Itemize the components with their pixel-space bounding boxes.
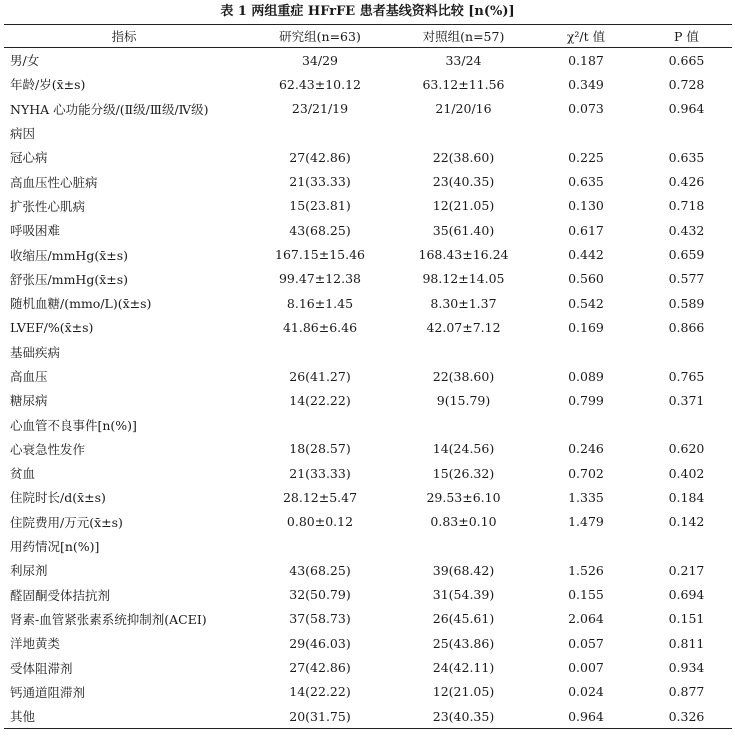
study-group-cell: 29(46.03) — [289, 635, 351, 651]
p-value-cell: 0.184 — [668, 489, 705, 505]
statistic-cell: 0.560 — [568, 271, 604, 287]
study-group-cell: 27(42.86) — [289, 149, 351, 165]
study-group-cell: 32(50.79) — [289, 587, 351, 603]
study-group-cell: 167.15±15.46 — [275, 247, 365, 263]
p-value-cell: 0.326 — [641, 704, 732, 729]
indicator-cell: 醛固酮受体拮抗剂 — [10, 587, 111, 603]
indicator-cell: 肾素-血管紧张素系统抑制剂(ACEI) — [10, 611, 207, 627]
p-value-cell: 0.665 — [668, 52, 705, 68]
p-value-cell: 0.694 — [668, 587, 705, 603]
p-value-cell — [641, 534, 732, 558]
control-group-cell: 31(54.39) — [432, 587, 495, 603]
indicator-cell: 冠心病 — [10, 150, 48, 166]
study-group-cell: 37(58.73) — [289, 611, 351, 627]
p-value-cell: 0.811 — [668, 635, 705, 651]
header-p-value: P 值 — [641, 25, 732, 48]
statistic-cell: 0.246 — [568, 441, 604, 457]
p-value-cell: 0.620 — [668, 441, 705, 457]
p-value-cell: 0.432 — [668, 222, 705, 238]
table-row — [4, 291, 732, 315]
table-row — [4, 485, 732, 509]
control-group-cell: 42.07±7.12 — [426, 319, 501, 335]
indicator-cell: NYHA 心功能分级/(Ⅱ级/Ⅲ级/Ⅳ级) — [10, 101, 209, 117]
study-group-cell: 18(28.57) — [289, 441, 351, 457]
statistic-cell: 0.089 — [568, 368, 604, 384]
header-test-statistic: χ²/t 值 — [531, 25, 641, 48]
table-row — [4, 121, 732, 145]
p-value-cell: 0.402 — [668, 465, 705, 481]
statistic-cell: 0.617 — [568, 222, 604, 238]
statistic-cell: 0.130 — [568, 198, 604, 214]
statistic-cell: 0.635 — [568, 174, 604, 190]
indicator-cell: 随机血糖/(mmo/L)(x̄±s) — [10, 296, 152, 312]
statistic-cell: 0.057 — [568, 635, 604, 651]
table-row — [4, 534, 732, 558]
p-value-cell: 0.659 — [668, 247, 705, 263]
control-group-cell: 98.12±14.05 — [422, 271, 505, 287]
indicator-cell: 年龄/岁(x̄±s) — [10, 77, 86, 93]
study-group-cell: 15(23.81) — [289, 198, 351, 214]
control-group-cell: 8.30±1.37 — [430, 295, 497, 311]
study-group-cell: 23/21/19 — [291, 101, 349, 117]
indicator-cell: 住院费用/万元(x̄±s) — [10, 514, 123, 530]
indicator-cell: 病因 — [10, 126, 36, 142]
control-group-cell: 25(43.86) — [432, 635, 495, 651]
statistic-cell: 0.442 — [568, 247, 604, 263]
statistic-cell — [531, 340, 641, 364]
statistic-cell: 0.349 — [568, 76, 604, 92]
p-value-cell: 0.577 — [668, 271, 705, 287]
indicator-cell: 高血压性心脏病 — [10, 174, 98, 190]
p-value-cell: 0.635 — [668, 149, 705, 165]
statistic-cell: 2.064 — [568, 611, 604, 627]
indicator-cell: 扩张性心肌病 — [10, 198, 86, 214]
table-row — [4, 510, 732, 534]
study-group-cell: 99.47±12.38 — [278, 271, 362, 287]
p-value-cell — [641, 412, 732, 436]
indicator-cell: 住院时长/d(x̄±s) — [10, 490, 106, 506]
statistic-cell: 0.024 — [568, 684, 604, 700]
indicator-cell: 高血压 — [10, 369, 48, 384]
study-group-cell — [244, 121, 396, 145]
study-group-cell: 20(31.75) — [244, 704, 396, 729]
study-group-cell: 21(33.33) — [289, 174, 351, 190]
baseline-table — [4, 24, 732, 729]
header-control-group: 对照组(n=57) — [396, 25, 531, 48]
statistic-cell: 0.542 — [568, 295, 604, 311]
p-value-cell: 0.934 — [668, 660, 705, 676]
control-group-cell: 22(38.60) — [432, 368, 495, 384]
indicator-cell: 钙通道阻滞剂 — [10, 684, 86, 700]
study-group-cell: 34/29 — [301, 52, 339, 68]
p-value-cell: 0.589 — [668, 295, 705, 311]
p-value-cell: 0.142 — [668, 514, 705, 530]
control-group-cell: 35(61.40) — [432, 222, 495, 238]
statistic-cell: 1.526 — [568, 562, 604, 578]
table-body — [4, 48, 732, 729]
indicator-cell: 心血管不良事件[n(%)] — [10, 417, 137, 433]
control-group-cell: 168.43±16.24 — [418, 247, 509, 263]
study-group-cell — [244, 340, 396, 364]
table-row — [4, 364, 732, 388]
control-group-cell: 29.53±6.10 — [426, 489, 501, 505]
control-group-cell: 39(68.42) — [432, 562, 495, 578]
statistic-cell: 1.335 — [568, 489, 604, 505]
study-group-cell: 14(22.22) — [289, 392, 351, 408]
control-group-cell: 63.12±11.56 — [422, 76, 505, 92]
indicator-cell: 糖尿病 — [10, 393, 48, 409]
p-value-cell: 0.964 — [668, 101, 705, 117]
statistic-cell — [531, 412, 641, 436]
indicator-cell: LVEF/%(x̄±s) — [10, 319, 94, 335]
table-row — [4, 48, 732, 73]
study-group-cell: 8.16±1.45 — [286, 295, 354, 311]
table-row — [4, 242, 732, 266]
table-row — [4, 388, 732, 412]
indicator-cell: 基础疾病 — [10, 344, 61, 360]
study-group-cell: 62.43±10.12 — [278, 76, 362, 92]
table-row — [4, 558, 732, 582]
table-row — [4, 412, 732, 436]
table-row — [4, 704, 732, 729]
statistic-cell: 0.169 — [568, 319, 604, 335]
study-group-cell: 26(41.27) — [289, 368, 351, 384]
table-row — [4, 655, 732, 679]
statistic-cell: 0.702 — [568, 465, 604, 481]
table-row — [4, 72, 732, 96]
control-group-cell: 12(21.05) — [432, 198, 495, 214]
statistic-cell: 0.155 — [568, 587, 604, 603]
indicator-cell: 用药情况[n(%)] — [10, 539, 100, 555]
statistic-cell: 0.225 — [568, 149, 604, 165]
control-group-cell: 33/24 — [445, 52, 482, 68]
control-group-cell: 24(42.11) — [432, 660, 495, 676]
study-group-cell: 27(42.86) — [289, 660, 351, 676]
table-row — [4, 267, 732, 291]
table-row — [4, 218, 732, 242]
control-group-cell: 22(38.60) — [432, 149, 495, 165]
indicator-cell: 贫血 — [10, 466, 36, 482]
p-value-cell — [641, 121, 732, 145]
table-row — [4, 340, 732, 364]
control-group-cell: 23(40.35) — [396, 704, 531, 729]
indicator-cell: 利尿剂 — [10, 563, 48, 579]
control-group-cell — [396, 121, 531, 145]
control-group-cell — [396, 534, 531, 558]
table-row — [4, 97, 732, 121]
table-row — [4, 169, 732, 193]
statistic-cell: 1.479 — [568, 514, 604, 530]
p-value-cell: 0.765 — [668, 368, 705, 384]
table-row — [4, 461, 732, 485]
study-group-cell: 21(33.33) — [289, 465, 351, 481]
study-group-cell — [244, 412, 396, 436]
indicator-cell: 舒张压/mmHg(x̄±s) — [10, 271, 129, 287]
control-group-cell: 26(45.61) — [432, 611, 495, 627]
table-caption: 表 1 两组重症 HFrFE 患者基线资料比较 [n(%)] — [220, 4, 515, 19]
p-value-cell: 0.217 — [668, 562, 705, 578]
p-value-cell: 0.877 — [668, 684, 705, 700]
indicator-cell: 受体阻滞剂 — [10, 660, 73, 676]
table-row — [4, 145, 732, 169]
statistic-cell: 0.073 — [568, 101, 604, 117]
control-group-cell — [396, 412, 531, 436]
p-value-cell: 0.151 — [668, 611, 705, 627]
statistic-cell: 0.007 — [568, 660, 604, 676]
study-group-cell: 0.80±0.12 — [286, 514, 354, 530]
control-group-cell — [396, 340, 531, 364]
table-row — [4, 631, 732, 655]
study-group-cell: 43(68.25) — [289, 562, 351, 578]
table-row — [4, 437, 732, 461]
table-row — [4, 607, 732, 631]
control-group-cell: 14(24.56) — [432, 441, 495, 457]
p-value-cell: 0.718 — [668, 198, 705, 214]
study-group-cell: 41.86±6.46 — [282, 319, 358, 335]
indicator-cell: 其他 — [4, 704, 244, 729]
table-row — [4, 315, 732, 339]
p-value-cell: 0.866 — [668, 319, 705, 335]
header-row — [4, 25, 732, 48]
control-group-cell: 15(26.32) — [432, 465, 495, 481]
study-group-cell — [244, 534, 396, 558]
indicator-cell: 男/女 — [10, 53, 40, 69]
indicator-cell: 呼吸困难 — [10, 223, 61, 239]
control-group-cell: 0.83±0.10 — [430, 514, 497, 530]
indicator-cell: 洋地黄类 — [10, 636, 61, 652]
indicator-cell: 收缩压/mmHg(x̄±s) — [10, 247, 129, 263]
statistic-cell: 0.964 — [531, 704, 641, 729]
table-row — [4, 680, 732, 704]
statistic-cell — [531, 534, 641, 558]
header-indicator: 指标 — [4, 25, 244, 48]
study-group-cell: 14(22.22) — [289, 684, 351, 700]
header-study-group: 研究组(n=63) — [244, 25, 396, 48]
study-group-cell: 28.12±5.47 — [282, 489, 358, 505]
indicator-cell: 心衰急性发作 — [10, 441, 86, 457]
control-group-cell: 23(40.35) — [432, 174, 495, 190]
study-group-cell: 43(68.25) — [289, 222, 351, 238]
control-group-cell: 12(21.05) — [432, 684, 495, 700]
control-group-cell: 21/20/16 — [435, 101, 492, 117]
p-value-cell: 0.371 — [668, 392, 705, 408]
p-value-cell: 0.426 — [668, 174, 705, 190]
table-row — [4, 583, 732, 607]
statistic-cell: 0.187 — [568, 52, 604, 68]
statistic-cell: 0.799 — [568, 392, 604, 408]
table-row — [4, 194, 732, 218]
p-value-cell — [641, 340, 732, 364]
p-value-cell: 0.728 — [668, 76, 705, 92]
statistic-cell — [531, 121, 641, 145]
control-group-cell: 9(15.79) — [436, 392, 491, 408]
